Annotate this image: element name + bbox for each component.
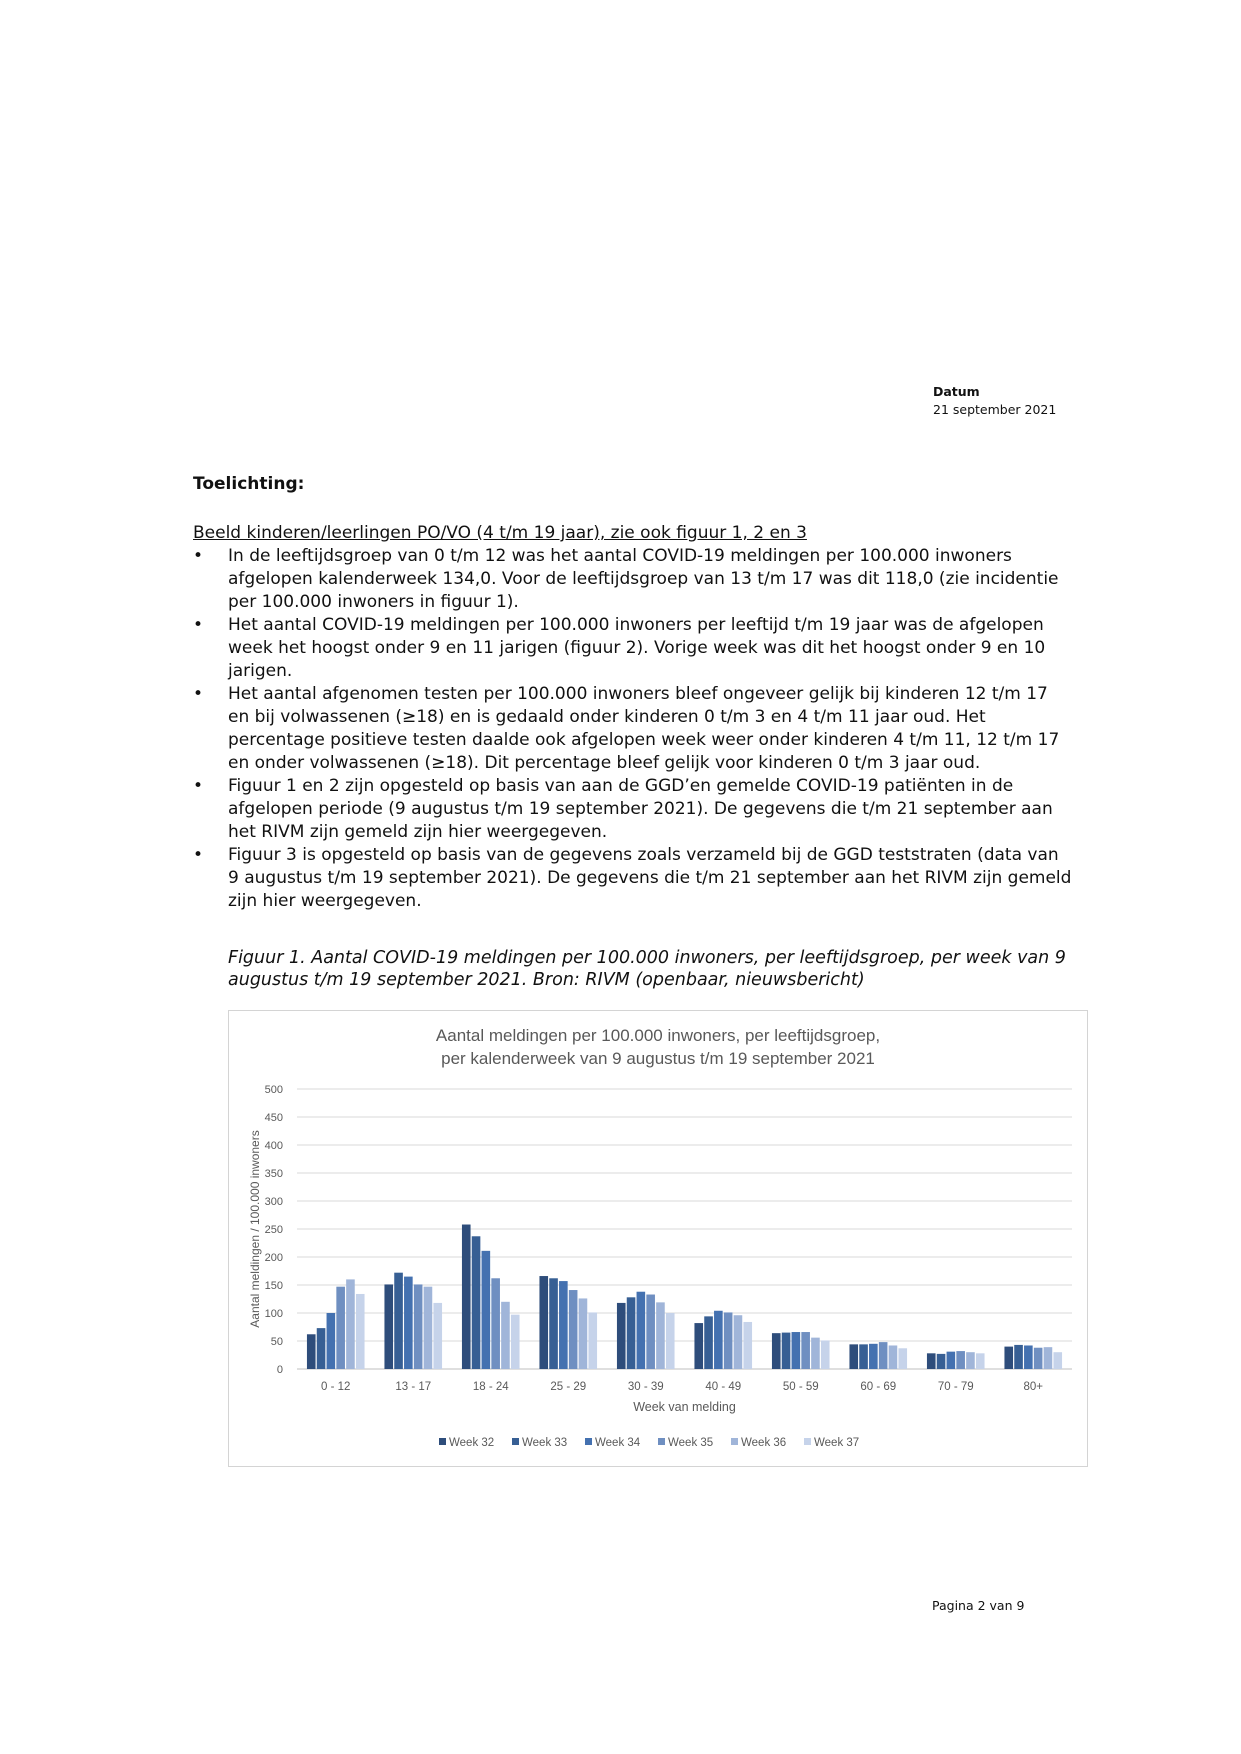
bar — [666, 1313, 675, 1369]
x-tick-label: 70 - 79 — [937, 1381, 974, 1393]
x-tick-label: 30 - 39 — [627, 1381, 664, 1393]
bullet-icon: • — [193, 776, 204, 796]
bar — [801, 1332, 810, 1369]
bar — [889, 1345, 898, 1369]
bullet-icon: • — [193, 845, 204, 865]
bar — [927, 1353, 936, 1369]
page-number: Pagina 2 van 9 — [932, 1598, 1025, 1613]
bar — [1044, 1347, 1053, 1369]
bar — [627, 1297, 636, 1369]
bullet-item — [193, 545, 1073, 614]
bar — [588, 1312, 597, 1369]
datum-block — [933, 383, 1056, 419]
bar — [394, 1273, 403, 1369]
legend-swatch — [512, 1438, 519, 1445]
bar — [734, 1315, 743, 1369]
bullet-item — [193, 683, 1073, 775]
x-tick-label: 25 - 29 — [550, 1381, 587, 1393]
bar — [656, 1302, 665, 1369]
legend-label: Week 34 — [595, 1437, 641, 1449]
section-heading: Toelichting: — [193, 474, 305, 494]
bar — [1004, 1347, 1013, 1369]
bar — [491, 1278, 500, 1369]
bar — [694, 1323, 703, 1369]
bar — [414, 1284, 423, 1369]
bar-chart — [229, 1011, 1087, 1466]
bullet-item — [193, 614, 1073, 683]
x-tick-label: 50 - 59 — [782, 1381, 819, 1393]
y-tick-label: 350 — [264, 1168, 283, 1180]
y-tick-label: 250 — [264, 1224, 283, 1236]
bar — [617, 1303, 626, 1369]
datum-value: 21 september 2021 — [933, 402, 1057, 417]
bar — [472, 1236, 481, 1369]
y-tick-label: 400 — [264, 1140, 283, 1152]
figure-caption: Figuur 1. Aantal COVID-19 meldingen per 100.000 inwoners, per leeftijdsgroep, per week van 9 augustus t/m 19 september 2021. Bron: RIVM (openbaar, nieuwsbericht) — [228, 948, 1066, 990]
bar — [704, 1316, 713, 1369]
legend-label: Week 32 — [449, 1437, 495, 1449]
bar — [743, 1322, 752, 1369]
x-tick-label: 80+ — [1023, 1381, 1044, 1393]
bar — [501, 1302, 510, 1369]
bar — [966, 1352, 975, 1369]
legend-label: Week 33 — [522, 1437, 568, 1449]
bar — [879, 1342, 888, 1369]
x-axis-label: Week van melding — [633, 1400, 736, 1414]
bar — [849, 1344, 858, 1369]
bar — [462, 1225, 471, 1369]
bullet-text: In de leeftijdsgroep van 0 t/m 12 was het aantal COVID-19 meldingen per 100.000 inwoners afgelopen kalenderweek 134,0. Voor de leeftijdsgroep van 13 t/m 17 was dit 118,0 (zie incidentie per 100.000 inwoners in figuur 1). — [228, 546, 1059, 612]
bar — [317, 1328, 326, 1369]
bullet-text: Het aantal afgenomen testen per 100.000 inwoners bleef ongeveer gelijk bij kinderen 12 t/m 17 en bij volwassenen (≥18) en is gedaald onder kinderen 0 t/m 3 en 4 t/m 11 jaar oud. Het percentage positieve testen daalde ook afgelopen week weer onder kinderen 4 t/m 11, 12 t/m 17 en onder volwassenen (≥18). Dit percentage bleef gelijk voor kinderen 0 t/m 3 jaar oud. — [228, 684, 1060, 773]
datum-label: Datum — [933, 384, 980, 399]
chart-subtitle: per kalenderweek van 9 augustus t/m 19 september 2021 — [441, 1049, 875, 1068]
legend-swatch — [804, 1438, 811, 1445]
bar — [811, 1338, 820, 1369]
bullet-list — [193, 545, 1073, 913]
bar — [772, 1333, 781, 1369]
bar — [569, 1290, 578, 1369]
bullet-icon: • — [193, 615, 204, 635]
legend-swatch — [658, 1438, 665, 1445]
y-tick-label: 500 — [264, 1084, 283, 1096]
y-tick-label: 0 — [276, 1364, 283, 1376]
bullet-item — [193, 844, 1073, 913]
bar — [433, 1303, 442, 1369]
bar — [346, 1279, 355, 1369]
bar — [1024, 1345, 1033, 1369]
y-axis-label: Aantal meldingen / 100.000 inwoners — [248, 1130, 262, 1328]
legend-swatch — [731, 1438, 738, 1445]
legend-label: Week 35 — [668, 1437, 714, 1449]
y-tick-label: 300 — [264, 1196, 283, 1208]
y-tick-label: 450 — [264, 1112, 283, 1124]
bar — [384, 1284, 393, 1369]
bar — [714, 1311, 723, 1369]
bullet-icon: • — [193, 684, 204, 704]
x-tick-label: 18 - 24 — [472, 1381, 509, 1393]
bar — [646, 1295, 655, 1369]
legend-swatch — [585, 1438, 592, 1445]
bar — [327, 1313, 336, 1369]
legend-label: Week 36 — [741, 1437, 787, 1449]
bar — [724, 1312, 733, 1369]
y-tick-label: 100 — [264, 1308, 283, 1320]
y-tick-label: 200 — [264, 1252, 283, 1264]
section-intro: Beeld kinderen/leerlingen PO/VO (4 t/m 19 jaar), zie ook figuur 1, 2 en 3 — [193, 523, 807, 543]
bar — [1034, 1348, 1043, 1369]
bar — [792, 1332, 801, 1369]
x-tick-label: 40 - 49 — [705, 1381, 742, 1393]
bar — [559, 1281, 568, 1369]
bullet-icon: • — [193, 546, 204, 566]
bar — [782, 1333, 791, 1369]
bar — [356, 1294, 365, 1369]
chart-container — [228, 1010, 1088, 1467]
x-tick-label: 0 - 12 — [321, 1381, 351, 1393]
bullet-text: Figuur 1 en 2 zijn opgesteld op basis van aan de GGD’en gemelde COVID-19 patiënten in de afgelopen periode (9 augustus t/m 19 september 2021). De gegevens die t/m 21 september aan het RIVM zijn gemeld zijn hier weergegeven. — [228, 776, 1053, 842]
bar — [637, 1292, 646, 1369]
bar — [1014, 1345, 1023, 1369]
bar — [956, 1351, 965, 1369]
bar — [859, 1344, 868, 1369]
bar — [404, 1277, 413, 1369]
bullet-item — [193, 775, 1073, 844]
legend-swatch — [439, 1438, 446, 1445]
chart-title: Aantal meldingen per 100.000 inwoners, per leeftijdsgroep, — [435, 1026, 881, 1045]
bar — [976, 1353, 985, 1369]
x-tick-label: 13 - 17 — [395, 1381, 432, 1393]
bar — [511, 1315, 520, 1369]
y-tick-label: 150 — [264, 1280, 283, 1292]
bar — [482, 1251, 491, 1369]
legend-label: Week 37 — [814, 1437, 860, 1449]
bar — [1053, 1352, 1062, 1369]
bar — [424, 1287, 433, 1369]
bar — [336, 1287, 345, 1369]
bar — [579, 1298, 588, 1369]
bar — [869, 1344, 878, 1369]
bar — [937, 1354, 946, 1369]
bar — [549, 1278, 558, 1369]
bullet-text: Het aantal COVID-19 meldingen per 100.000 inwoners per leeftijd t/m 19 jaar was de afgelopen week het hoogst onder 9 en 11 jarigen (figuur 2). Vorige week was dit het hoogst onder 9 en 10 jarigen. — [228, 615, 1046, 681]
bar — [539, 1276, 548, 1369]
bullet-text: Figuur 3 is opgesteld op basis van de gegevens zoals verzameld bij de GGD teststraten (data van 9 augustus t/m 19 september 2021). De gegevens die t/m 21 september aan het RIVM zijn gemeld zijn hier weergegeven. — [228, 845, 1072, 911]
x-tick-label: 60 - 69 — [860, 1381, 897, 1393]
bar — [821, 1340, 830, 1369]
y-tick-label: 50 — [270, 1336, 283, 1348]
bar — [898, 1348, 907, 1369]
bar — [947, 1352, 956, 1369]
bar — [307, 1334, 316, 1369]
